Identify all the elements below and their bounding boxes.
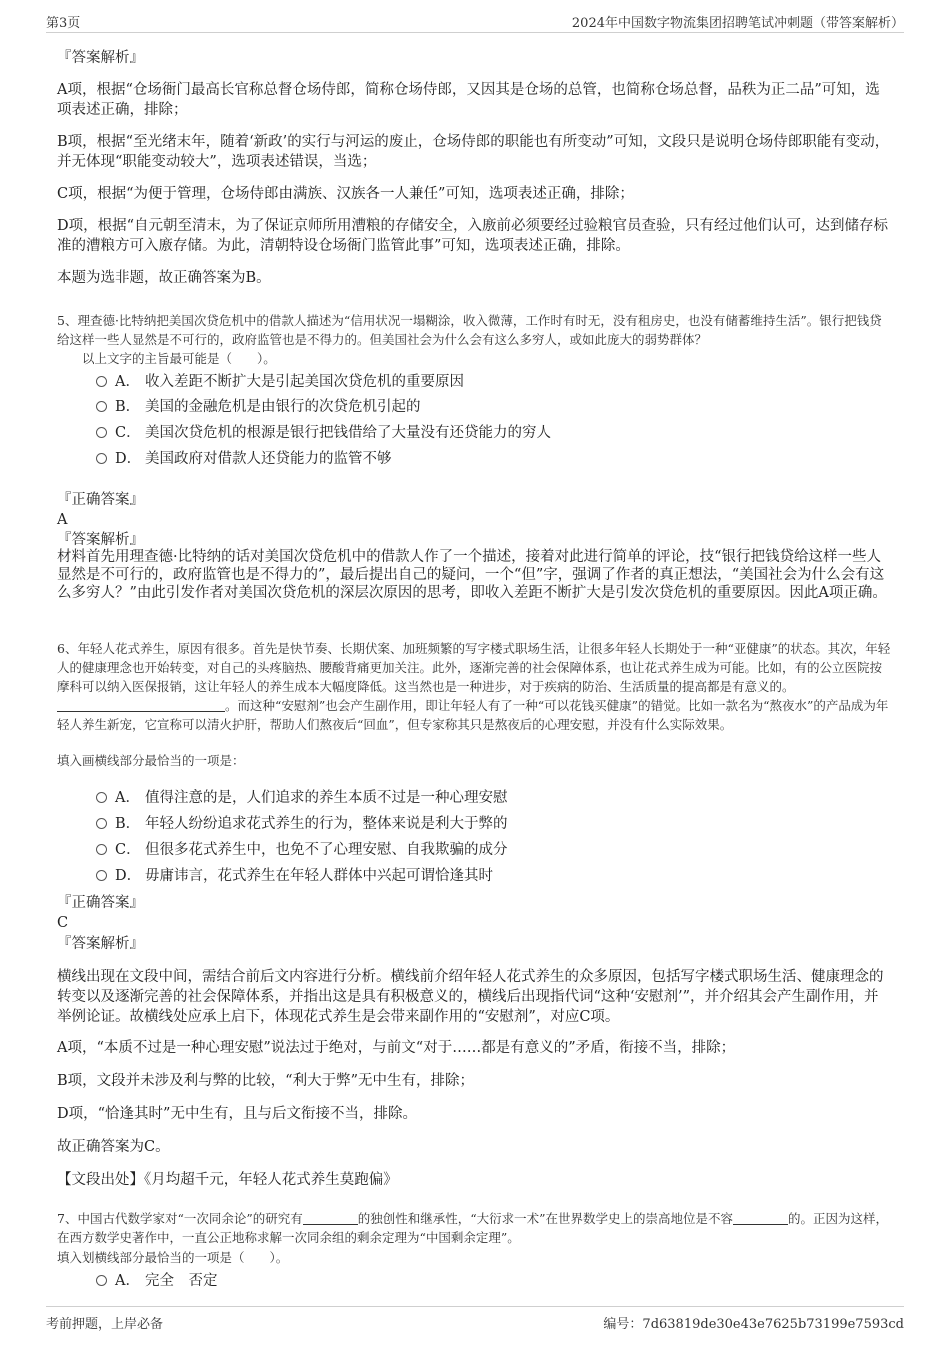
q4-analysis-option-d: D项，根据“自元朝至清末，为了保证京师所用漕粮的存储安全，入廒前必须要经过验粮官员查验，只有经过他们认可，达到储存标准的漕粮方可入廒存储。为此，清朝特设仓场衙门监管此事”可知，选项表述正确，排除。	[57, 218, 889, 254]
fill-blank	[733, 1212, 788, 1225]
q5-stem: 5、理查德·比特纳把美国次贷危机中的借款人描述为“信用状况一塌糊涂，收入微薄，工作时有时无，没有租房史，也没有储蓄维持生活”。银行把钱贷给这样一些人显然是不可行的，政府监管也是不得力的。但美国社会为什么会有这么多穷人，或如此庞大的弱势群体？	[57, 313, 882, 347]
q6-answer: C	[57, 915, 69, 931]
q6-analysis-option-b: B项，文段并未涉及利与弊的比较，“利大于弊”无中生有，排除；	[57, 1073, 474, 1089]
q4-analysis-option-c: C项，根据“为便于管理，仓场侍郎由满族、汉族各一人兼任”可知，选项表述正确，排除；	[57, 186, 634, 202]
q6-option-b[interactable]: B． 年轻人纷纷追求花式养生的行为，整体来说是利大于弊的	[96, 814, 508, 834]
q6-prompt: 填入画横线部分最恰当的一项是：	[57, 753, 245, 768]
radio-icon[interactable]	[96, 453, 107, 464]
radio-icon[interactable]	[96, 427, 107, 438]
q4-analysis-option-a: A项，根据“仓场衙门最高长官称总督仓场侍郎，简称仓场侍郎，又因其是仓场的总管，也简称仓场总督，品秩为正二品”可知，选项表述正确，排除；	[57, 82, 880, 118]
q7-option-a[interactable]: A． 完全 否定	[96, 1271, 218, 1291]
radio-icon[interactable]	[96, 818, 107, 829]
q6-analysis-option-d: D项，“恰逢其时”无中生有，且与后文衔接不当，排除。	[57, 1106, 417, 1122]
radio-icon[interactable]	[96, 792, 107, 803]
fill-blank	[57, 699, 225, 712]
q6-option-d[interactable]: D． 毋庸讳言，花式养生在年轻人群体中兴起可谓恰逢其时	[96, 866, 493, 886]
radio-icon[interactable]	[96, 870, 107, 881]
footer-slogan: 考前押题，上岸必备	[46, 1317, 164, 1332]
q6-conclusion: 故正确答案为C。	[57, 1139, 170, 1155]
q7-stem: 7、中国古代数学家对“一次同余论”的研究有 的独创性和继承性，“大衍求一术”在世界数学史上的崇高地位是不容 的。正因为这样，在西方数学史著作中，一直公正地称求解一次同余组的剩余定理为“中国剩余定理”。	[57, 1211, 889, 1245]
q6-stem: 6、年轻人花式养生，原因有很多。首先是快节奏、长期伏案、加班频繁的写字楼式职场生活，让很多年轻人长期处于一种“亚健康”的状态。其次，年轻人的健康理念也开始转变，对自己的头疼脑热、腰酸背痛更加关注。此外，逐渐完善的社会保障体系，也让花式养生成为可能。比如，有的公立医院按摩科可以纳入医保报销，这让年轻人的养生成本大幅度降低。这当然也是一种进步，对于疾病的防治、生活质量的提高都是有意义的。。而这种“安慰剂”也会产生副作用，即让年轻人有了一种“可以花钱买健康”的错觉。比如一款名为“熬夜水”的产品成为年轻人养生新宠，它宣称可以清火护肝，帮助人们熬夜后“回血”，但专家称其只是熬夜后的心理安慰，并没有什么实际效果。	[57, 641, 891, 732]
q5-answer-label: 『正确答案』	[57, 492, 144, 508]
page-header	[46, 8, 904, 33]
fill-blank	[303, 1212, 358, 1225]
page-number: 第3页	[46, 16, 81, 31]
radio-icon[interactable]	[96, 844, 107, 855]
q5-analysis-label: 『答案解析』	[57, 532, 144, 548]
q6-option-a[interactable]: A． 值得注意的是，人们追求的养生本质不过是一种心理安慰	[96, 788, 508, 808]
q6-analysis-label: 『答案解析』	[57, 936, 144, 952]
q6-source: 【文段出处】《月均超千元，年轻人花式养生莫跑偏》	[57, 1172, 398, 1188]
q6-option-c[interactable]: C． 但很多花式养生中，也免不了心理安慰、自我欺骗的成分	[96, 840, 508, 860]
q5-option-d[interactable]: D． 美国政府对借款人还贷能力的监管不够	[96, 449, 392, 469]
q5-option-c[interactable]: C． 美国次贷危机的根源是银行把钱借给了大量没有还贷能力的穷人	[96, 423, 551, 443]
q5-analysis: 材料首先用理查德·比特纳的话对美国次贷危机中的借款人作了一个描述，接着对此进行简单的评论，技“银行把钱贷给这样一些人显然是不可行的，政府监管也是不得力的”，最后提出自己的疑问，一个“但”字，强调了作者的真正想法，“美国社会为什么会有这么多穷人？”由此引发作者对美国次贷危机的深层次原因的思考，即收入差距不断扩大是引发次贷危机的重要原因。因此A项正确。	[57, 549, 887, 601]
q6-answer-label: 『正确答案』	[57, 895, 144, 911]
q5-option-a[interactable]: A． 收入差距不断扩大是引起美国次贷危机的重要原因	[96, 372, 464, 392]
q4-analysis-option-b: B项，根据“至光绪末年，随着‘新政’的实行与河运的废止，仓场侍郎的职能也有所变动”可知，文段只是说明仓场侍郎职能有变动，并无体现“职能变动较大”，选项表述错误，当选；	[57, 134, 890, 170]
q6-analysis: 横线出现在文段中间，需结合前后文内容进行分析。横线前介绍年轻人花式养生的众多原因，包括写字楼式职场生活、健康理念的转变以及逐渐完善的社会保障体系，并指出这是具有积极意义的，横线后出现指代词“这种‘安慰剂’”，并介绍其会产生副作用，并举例论证。故横线处应承上启下，体现花式养生是会带来副作用的“安慰剂”，对应C项。	[57, 969, 884, 1025]
radio-icon[interactable]	[96, 1275, 107, 1286]
q4-conclusion: 本题为选非题，故正确答案为B。	[57, 270, 271, 286]
document-title: 2024年中国数字物流集团招聘笔试冲刺题（带答案解析）	[571, 16, 904, 31]
q7-prompt: 填入划横线部分最恰当的一项是（ ）。	[57, 1250, 289, 1265]
q6-analysis-option-a: A项，“本质不过是一种心理安慰”说法过于绝对，与前文“对于……都是有意义的”矛盾，衔接不当，排除；	[57, 1040, 736, 1056]
document-id: 编号：7d63819de30e43e7625b73199e7593cd	[603, 1317, 904, 1332]
q5-option-b[interactable]: B． 美国的金融危机是由银行的次贷危机引起的	[96, 397, 421, 417]
radio-icon[interactable]	[96, 376, 107, 387]
q5-prompt: 以上文字的主旨最可能是（ ）。	[82, 351, 276, 366]
q5-answer: A	[57, 512, 68, 528]
radio-icon[interactable]	[96, 401, 107, 412]
page-footer	[46, 1306, 904, 1337]
q4-analysis-label: 『答案解析』	[57, 50, 144, 66]
